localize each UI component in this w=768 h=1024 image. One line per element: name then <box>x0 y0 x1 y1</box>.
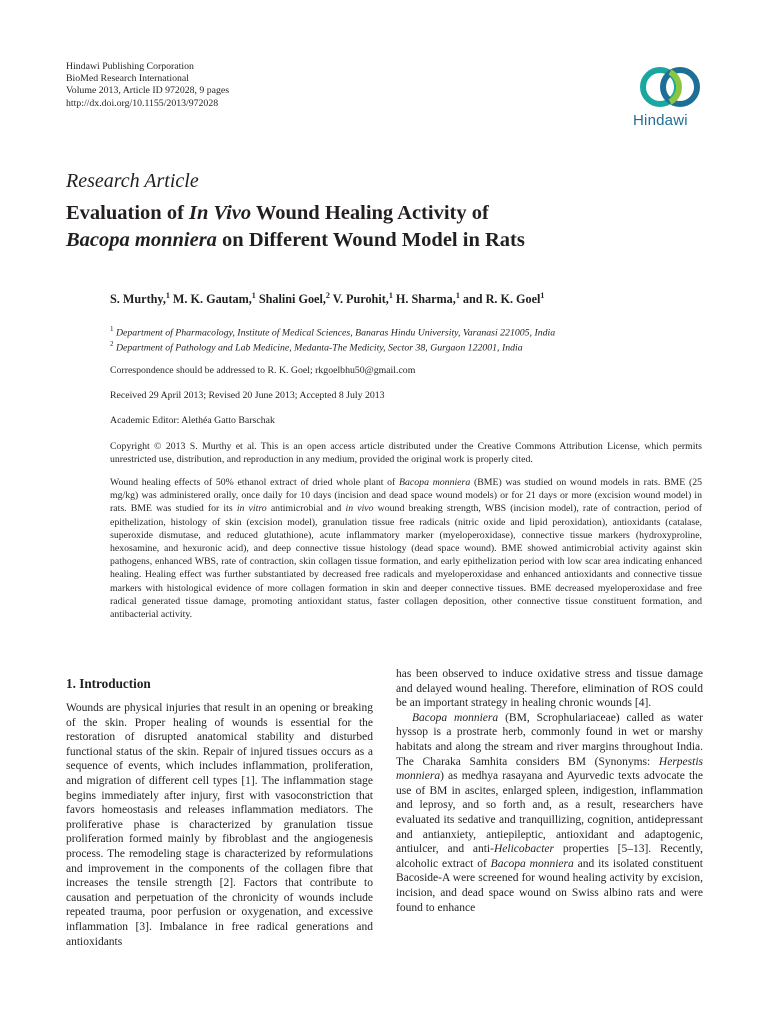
doi-link[interactable]: http://dx.doi.org/10.1155/2013/972028 <box>66 97 219 109</box>
intro-right-column <box>396 667 703 915</box>
author: M. K. Gautam, <box>172 292 252 307</box>
paragraph: has been observed to induce oxidative stress and tissue damage and delayed wound healing. Therefore, elimination of ROS could be an important strategy in healing chronic wounds [4]. <box>396 668 703 710</box>
author: Shalini Goel, <box>258 292 326 307</box>
academic-editor: Academic Editor: Alethéa Gatto Barschak <box>110 415 275 426</box>
author: H. Sharma, <box>395 292 456 307</box>
author-list: S. Murthy,$^1$ M. K. Gautam,$^1$ Shalini Goel,$^2$ V. Purohit,$^1$ H. Sharma,$^1$ and R. K. Goel$^1$ <box>110 291 545 307</box>
intro-left-column: Wounds are physical injuries that result in an opening or breaking of the skin. Proper healing of wounds is essential for the restoration of disrupted anatomical stability and disturbed functional status of the skin. Repair of injured tissues occurs as a sequence of events, which includes inflammation, proliferation, and migration of different cell types [1]. The inflammation stage begins immediately after injury, first with vasoconstriction that favors homeostasis and releases inflammation mediators. The proliferative phase is characterized by granulation tissue proliferation formed mainly by fibroblast and the angiogenesis process. The remodeling stage is characterized by reformulations and improvement in the components of the collagen fibre that increases the tensile strength [2]. Factors that contribute to causation and perpetuation of the chronicity of wounds include repeated trauma, poor perfusion or oxygenation, and excessive inflammation [3]. Imbalance in free radical generations and antioxidants <box>66 702 373 948</box>
journal-name: BioMed Research International <box>66 73 189 85</box>
publication-info <box>66 61 229 110</box>
abstract: Wound healing effects of 50% ethanol extract of dried whole plant of Bacopa monniera (BME) was studied on wound models in rats. BME (25 mg/kg) was administered orally, once daily for 10 days (incision and dead space wound models) or for 21 days or more (excision wound model) in rats. BME was studied for its in vitro antimicrobial and in vivo wound breaking strength, WBS (incision model), rate of contraction, period of epithelization, histology of skin (excision model), granulation tissue free radicals (nitric oxide and lipid peroxidation), antioxidants (catalase, superoxide dismutase, and reduced glutathione), acute inflammatory marker (myeloperoxidase), connective tissue markers (hydroxyproline, hexosamine, and hexuronic acid), and deep connective tissue histology (dead space wound). BME showed antimicrobial activity against skin pathogens, enhanced WBS, rate of contraction, skin collagen tissue formation, and early epithelization period with low scar area indicating enhanced healing. Healing effect was further substantiated by decreased free radicals and myeloperoxidase and enhanced antioxidants and connective tissue markers with histological evidence of more collagen formation in skin and deeper connective tissues. BME decreased myeloperoxidase and free radical generated tissue damage, promoting antioxidant status, faster collagen deposition, other connective tissue constituent formation, and antibacterial activity. <box>110 477 702 621</box>
article-type: Research Article <box>66 170 199 192</box>
author: V. Purohit, <box>332 292 389 307</box>
affiliation-2: $^2$ Department of Pathology and Lab Medicine, Medanta-The Medicity, Sector 38, Gurgaon 122001, India <box>110 340 523 354</box>
author: and R. K. Goel <box>462 292 541 307</box>
article-title: Evaluation of In Vivo Wound Healing Activity of Bacopa monniera on Different Wound Model in Rats <box>66 202 525 251</box>
volume-info: Volume 2013, Article ID 972028, 9 pages <box>66 85 230 97</box>
section-heading: 1. Introduction <box>66 676 151 691</box>
correspondence: Correspondence should be addressed to R. K. Goel; rkgoelbhu50@gmail.com <box>110 365 416 376</box>
author: S. Murthy, <box>110 292 166 307</box>
copyright-notice: Copyright © 2013 S. Murthy et al. This is an open access article distributed under the Creative Commons Attribution License, which permits unrestricted use, distribution, and reproduction in any medium, provided the original work is properly cited. <box>110 441 702 466</box>
received-dates: Received 29 April 2013; Revised 20 June 2013; Accepted 8 July 2013 <box>110 390 385 401</box>
hindawi-logo-text: Hindawi <box>633 112 688 129</box>
publisher: Hindawi Publishing Corporation <box>66 61 194 72</box>
paragraph: Bacopa monniera (BM, Scrophulariaceae) called as water hyssop is a prostrate herb, commonly found in wet or marshy habitats and along the stream and river margins throughout India. The Charaka Samhita considers BM (Synonyms: Herpestis monniera) as medhya rasayana and Ayurvedic texts advocate the use of BM in ascites, enlarged spleen, indigestion, inflammation and leprosy, and so forth and, as a result, researchers have evaluated its sedative and tranquillizing, cognition, antidepressant and antianxiety, antiepileptic, antioxidant and adaptogenic, antiulcer, and anti-Helicobacter properties [5–13]. Recently, alcoholic extract of Bacopa monniera and its isolated constituent Bacoside-A were screened for wound healing activity by excision, incision, and dead space wound on Swiss albino rats and were found to enhance <box>396 711 703 914</box>
affiliation-1: $^1$ Department of Pharmacology, Institute of Medical Sciences, Banaras Hindu University, Varanasi 221005, India <box>110 325 556 339</box>
